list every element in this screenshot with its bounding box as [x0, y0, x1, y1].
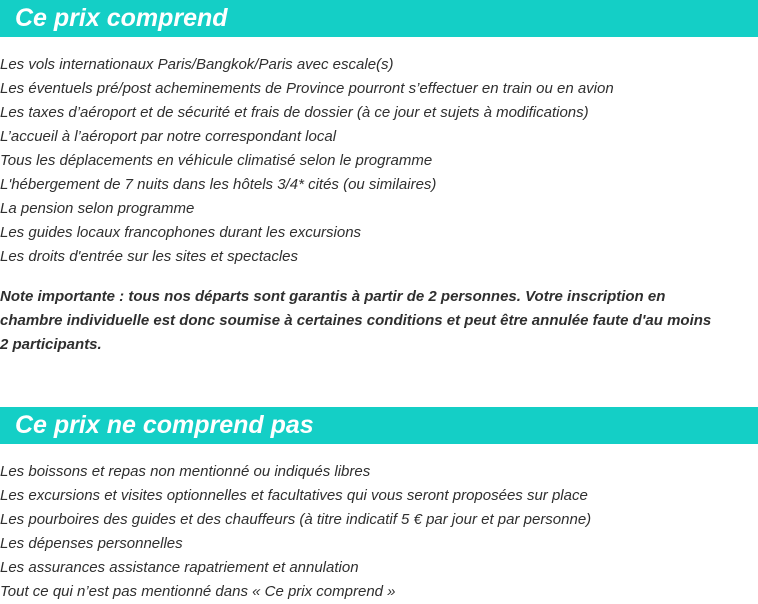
list-item: Tout ce qui n’est pas mentionné dans « Ce prix comprend » — [0, 583, 396, 600]
list-item: La pension selon programme — [0, 200, 195, 217]
excluded-header: Ce prix ne comprend pas — [0, 407, 758, 444]
important-note: Note importante : tous nos départs sont garantis à partir de 2 personnes. Votre inscription en chambre individuelle est donc soumise à certaines conditions et peut être annulée faute d'au moins 2 participants. — [0, 288, 712, 353]
list-item: Les dépenses personnelles — [0, 535, 183, 552]
excluded-section — [0, 407, 758, 604]
list-item: Les guides locaux francophones durant les excursions — [0, 224, 362, 241]
list-item: Les éventuels pré/post acheminements de Province pourront s’effectuer en train ou en avion — [0, 80, 614, 97]
list-item: Les vols internationaux Paris/Bangkok/Paris avec escale(s) — [0, 56, 394, 73]
list-item: Les excursions et visites optionnelles et facultatives qui vous seront proposées sur place — [0, 487, 588, 504]
included-list — [0, 53, 758, 269]
list-item: Les taxes d’aéroport et de sécurité et frais de dossier (à ce jour et sujets à modifications) — [0, 104, 589, 121]
list-item: Les pourboires des guides et des chauffeurs (à titre indicatif 5 € par jour et par personne) — [0, 511, 592, 528]
list-item: Les boissons et repas non mentionné ou indiqués libres — [0, 463, 371, 480]
excluded-list — [0, 460, 758, 604]
list-item: Les droits d'entrée sur les sites et spectacles — [0, 248, 299, 265]
list-item: L'hébergement de 7 nuits dans les hôtels 3/4* cités (ou similaires) — [0, 176, 437, 193]
included-header: Ce prix comprend — [0, 0, 758, 37]
list-item: Tous les déplacements en véhicule climatisé selon le programme — [0, 152, 433, 169]
list-item: L’accueil à l’aéroport par notre correspondant local — [0, 128, 337, 145]
list-item: Les assurances assistance rapatriement et annulation — [0, 559, 359, 576]
